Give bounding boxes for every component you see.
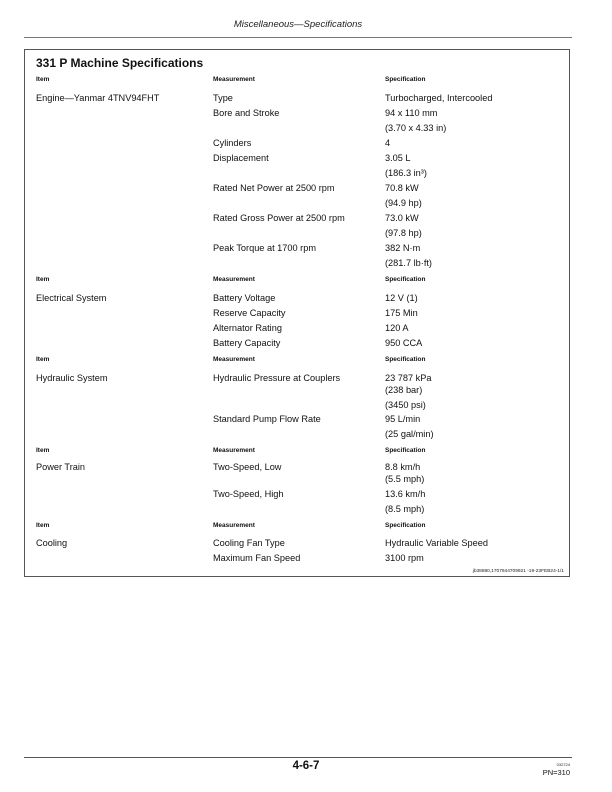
column-header-specification: Specification	[385, 522, 426, 529]
page-header-title: Miscellaneous—Specifications	[233, 19, 363, 30]
column-header-item: Item	[36, 522, 50, 529]
measurement-label: Type	[213, 93, 233, 103]
measurement-label: Maximum Fan Speed	[213, 553, 301, 563]
column-header-specification: Specification	[385, 447, 426, 454]
column-header-specification: Specification	[385, 276, 426, 283]
measurement-label: Battery Capacity	[213, 338, 281, 348]
spec-value: (3450 psi)	[385, 400, 426, 410]
spec-value: (5.5 mph)	[385, 474, 425, 484]
spec-title: 331 P Machine Specifications	[36, 56, 204, 70]
measurement-label: Standard Pump Flow Rate	[213, 414, 321, 424]
spec-value: 73.0 kW	[385, 213, 419, 223]
document-reference: jb38880,1707944709921 -19-23FEB24-1/1	[472, 569, 564, 574]
header-divider	[24, 37, 572, 38]
spec-value: 23 787 kPa	[385, 373, 432, 383]
column-header-item: Item	[36, 76, 50, 83]
spec-value: 3100 rpm	[385, 553, 424, 563]
column-header-measurement: Measurement	[213, 76, 255, 83]
spec-value: 4	[385, 138, 391, 148]
column-header-measurement: Measurement	[213, 356, 255, 363]
measurement-label: Cooling Fan Type	[213, 538, 285, 548]
spec-value: 3.05 L	[385, 153, 411, 163]
spec-value: 950 CCA	[385, 338, 423, 348]
spec-value: (97.8 hp)	[385, 228, 422, 238]
measurement-label: Cylinders	[213, 138, 252, 148]
column-header-measurement: Measurement	[213, 276, 255, 283]
measurement-label: Bore and Stroke	[213, 108, 280, 118]
item-name: Power Train	[36, 462, 86, 472]
spec-value: 70.8 kW	[385, 183, 419, 193]
spec-value: (186.3 in³)	[385, 168, 427, 178]
spec-value: (281.7 lb·ft)	[385, 258, 432, 268]
column-header-measurement: Measurement	[213, 447, 255, 454]
measurement-label: Battery Voltage	[213, 293, 276, 303]
measurement-label: Rated Gross Power at 2500 rpm	[213, 213, 345, 223]
page-pn: PN=310	[542, 768, 570, 777]
spec-value: (238 bar)	[385, 385, 423, 395]
measurement-label: Rated Net Power at 2500 rpm	[213, 183, 335, 193]
specifications-panel	[24, 49, 570, 577]
spec-value: (25 gal/min)	[385, 429, 434, 439]
spec-value: 175 Min	[385, 308, 418, 318]
column-header-item: Item	[36, 276, 50, 283]
spec-value: 382 N·m	[385, 243, 421, 253]
spec-value: 120 A	[385, 323, 409, 333]
spec-value: (8.5 mph)	[385, 504, 425, 514]
item-name: Hydraulic System	[36, 373, 108, 383]
column-header-specification: Specification	[385, 76, 426, 83]
measurement-label: Peak Torque at 1700 rpm	[213, 243, 316, 253]
spec-value: 94 x 110 mm	[385, 108, 438, 118]
spec-value: 13.6 km/h	[385, 489, 426, 499]
spec-value: Turbocharged, Intercooled	[385, 93, 493, 103]
column-header-item: Item	[36, 447, 50, 454]
footer-divider	[24, 757, 572, 758]
spec-value: (94.9 hp)	[385, 198, 422, 208]
page-number: 4-6-7	[292, 760, 320, 772]
measurement-label: Hydraulic Pressure at Couplers	[213, 373, 341, 383]
item-name: Cooling	[36, 538, 68, 548]
measurement-label: Displacement	[213, 153, 269, 163]
spec-value: 95 L/min	[385, 414, 421, 424]
column-header-specification: Specification	[385, 356, 426, 363]
column-header-item: Item	[36, 356, 50, 363]
spec-value: (3.70 x 4.33 in)	[385, 123, 447, 133]
spec-value: Hydraulic Variable Speed	[385, 538, 488, 548]
measurement-label: Two-Speed, Low	[213, 462, 282, 472]
column-header-measurement: Measurement	[213, 522, 255, 529]
item-name: Electrical System	[36, 293, 107, 303]
footer-code: 032724	[556, 762, 570, 767]
spec-value: 8.8 km/h	[385, 462, 421, 472]
measurement-label: Reserve Capacity	[213, 308, 286, 318]
spec-value: 12 V (1)	[385, 293, 418, 303]
measurement-label: Alternator Rating	[213, 323, 282, 333]
measurement-label: Two-Speed, High	[213, 489, 284, 499]
item-name: Engine—Yanmar 4TNV94FHT	[36, 93, 160, 103]
